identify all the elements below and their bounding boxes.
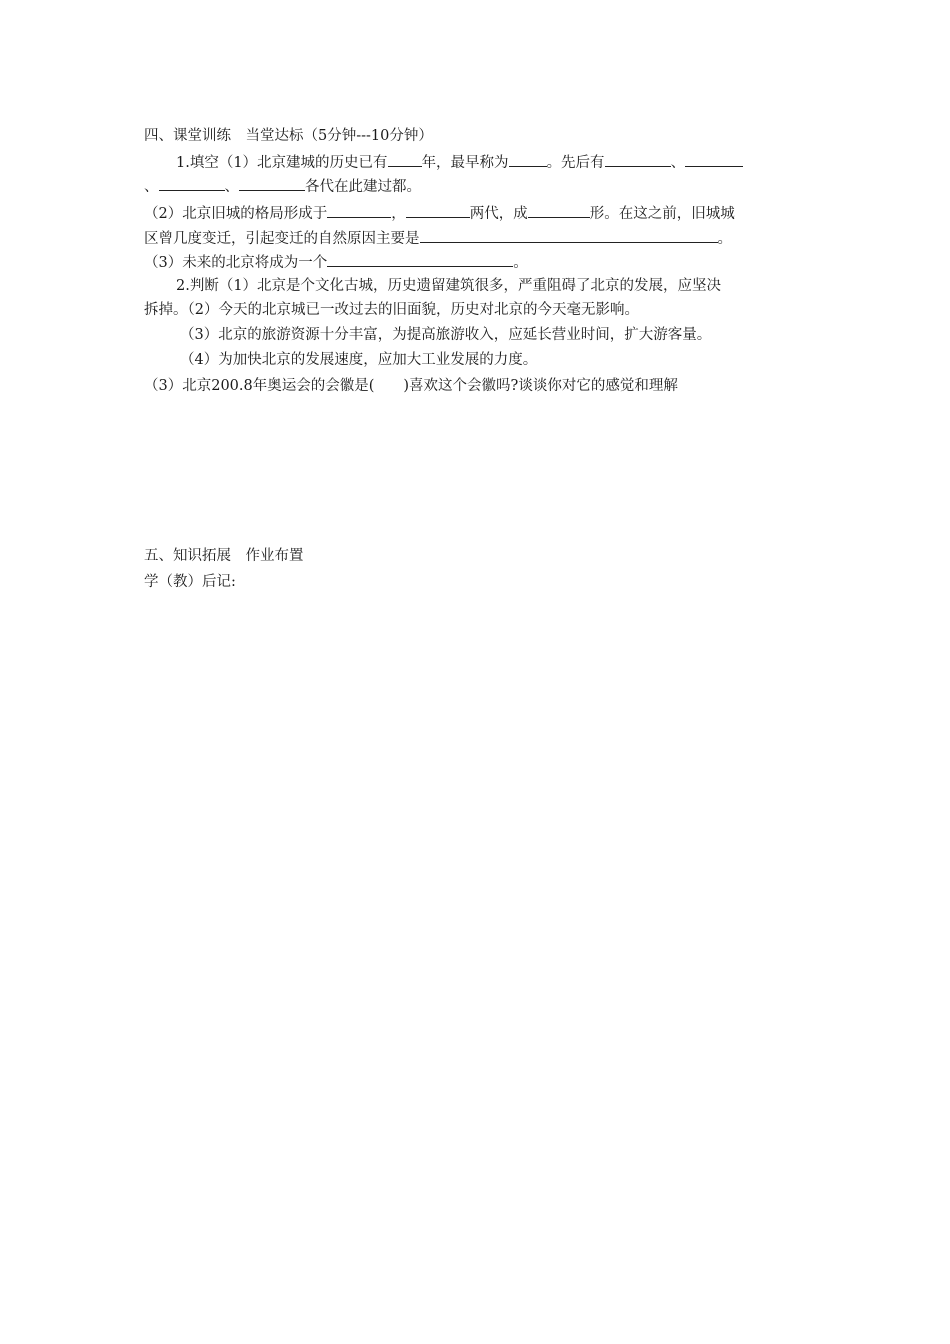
blank-dynasty-2[interactable] — [685, 152, 743, 167]
q1-text-f: 、 — [224, 179, 239, 195]
q1-line2 — [144, 176, 421, 197]
blank-future-beijing[interactable] — [327, 252, 513, 267]
q1-3-text-a: （3）未来的北京将成为一个 — [144, 255, 328, 271]
q1-2-text-f: 。 — [717, 231, 732, 247]
q1-3-text-b: 。 — [513, 255, 528, 271]
q1-line1 — [176, 152, 743, 173]
q1-3-line — [144, 252, 528, 273]
q3-line: （3）北京200.8年奥运会的会徽是( )喜欢这个会徽吗?谈谈你对它的感觉和理解 — [144, 378, 678, 394]
q1-text-g: 各代在此建过都。 — [305, 179, 421, 195]
blank-layout-formed[interactable] — [327, 203, 391, 218]
blank-shape[interactable] — [528, 203, 590, 218]
q1-text-c: 。先后有 — [546, 155, 605, 171]
q1-2-text-b: ， — [391, 206, 406, 222]
q2-3-line: （3）北京的旅游资源十分丰富，为提高旅游收入，应延长营业时间，扩大游客量。 — [180, 327, 712, 343]
blank-natural-cause[interactable] — [420, 228, 718, 243]
q1-2-text-a: （2）北京旧城的格局形成于 — [144, 206, 328, 222]
blank-history-years[interactable] — [388, 152, 422, 167]
q1-2-line2 — [144, 228, 732, 249]
q1-2-text-c: 两代，成 — [469, 206, 528, 222]
blank-dynasty-4[interactable] — [239, 176, 305, 191]
q2-line1: 2.判断（1）北京是个文化古城，历史遗留建筑很多，严重阻碍了北京的发展，应坚决 — [176, 278, 722, 294]
q2-4-line: （4）为加快北京的发展速度，应加大工业发展的力度。 — [180, 352, 538, 368]
blank-dynasty-3[interactable] — [159, 176, 225, 191]
blank-earliest-name[interactable] — [509, 152, 547, 167]
q1-2-line1 — [144, 203, 735, 224]
blank-two-dynasties[interactable] — [406, 203, 470, 218]
q2-line2: 拆掉。（2）今天的北京城已一改过去的旧面貌，历史对北京的今天毫无影响。 — [144, 302, 639, 318]
section-5-heading: 五、知识拓展 作业布置 — [144, 548, 304, 564]
q1-text-e: 、 — [144, 179, 159, 195]
blank-dynasty-1[interactable] — [605, 152, 671, 167]
q1-text-b: 年，最早称为 — [421, 155, 509, 171]
q1-2-text-d: 形。在这之前，旧城城 — [589, 206, 735, 222]
section-4-heading: 四、课堂训练 当堂达标（5分钟---10分钟） — [144, 128, 433, 144]
q1-2-text-e: 区曾几度变迁，引起变迁的自然原因主要是 — [144, 231, 420, 247]
q1-text-a: 1.填空（1）北京建城的历史已有 — [176, 155, 388, 171]
afterword-label: 学（教）后记: — [144, 574, 236, 590]
q1-text-d: 、 — [670, 155, 686, 171]
